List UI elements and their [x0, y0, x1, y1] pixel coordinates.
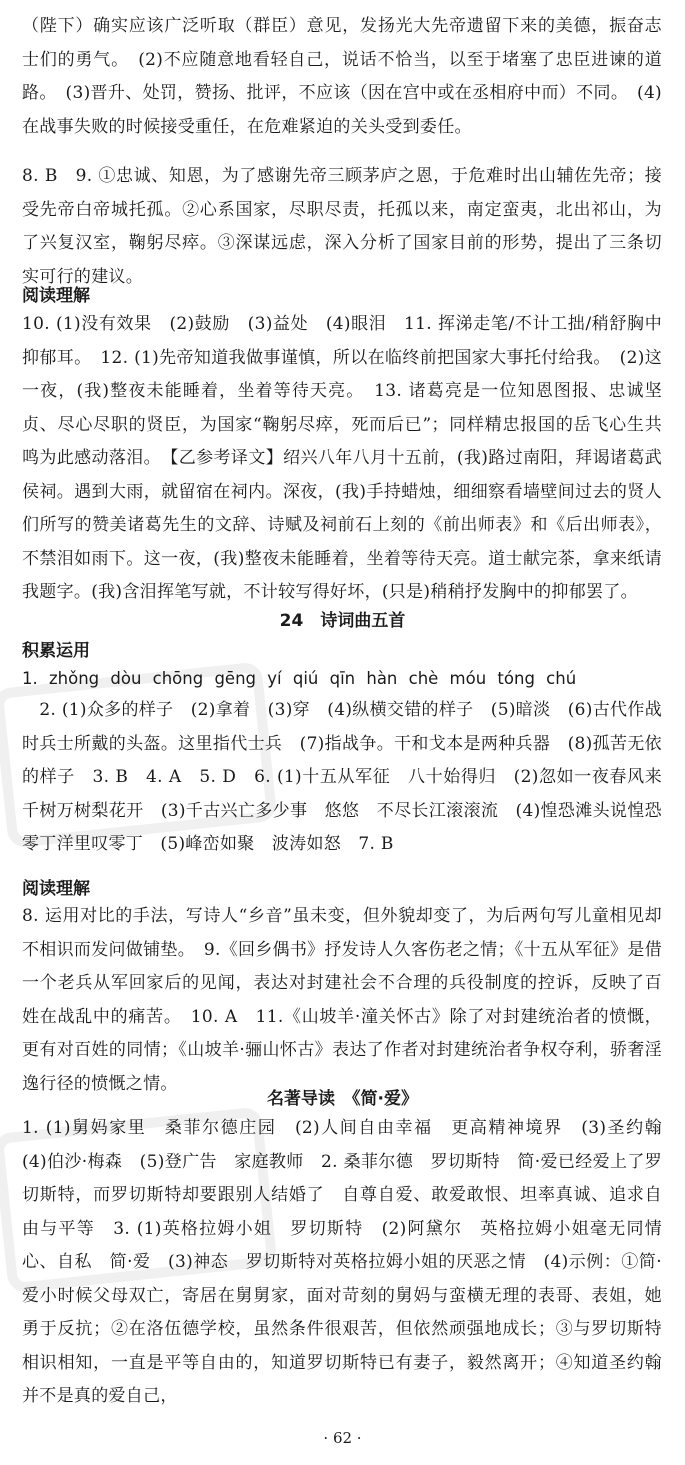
answer-paragraph: 8. B 9. ①忠诚、知恩，为了感谢先帝三顾茅庐之恩，于危难时出山辅佐先帝；接受先帝白帝城托孤。②心系国家，尽职尽责，托孤以来，南定蛮夷，北出祁山，为了兴复汉室，鞠躬尽瘁。③深谋远虑，深入分析了国家目前的形势，提出了三条切实可行的建议。: [22, 166, 662, 287]
page-number: · 62 ·: [323, 1429, 362, 1447]
section-heading: 阅读理解: [22, 879, 90, 899]
section-heading: 积累运用: [22, 641, 90, 661]
pinyin-answers: 1. zhǒng dòu chōng gēng yí qiú qīn hàn chè móu tóng chú: [22, 669, 577, 688]
answer-paragraph: （陛下）确实应该广泛听取（群臣）意见，发扬光大先帝遗留下来的美德，振奋志士们的勇气。 (2)不应随意地看轻自己，说话不恰当，以至于堵塞了忠臣进谏的道路。 (3)晋升、处罚，赞扬、批评，不应该（因在宫中或在丞相府中而）不同。 (4)在战事失败的时候接受重任，在危难紧迫的关头受到委任。: [22, 16, 662, 137]
answer-paragraph: 1. (1)舅妈家里 桑菲尔德庄园 (2)人间自由幸福 更高精神境界 (3)圣约翰 (4)伯沙·梅森 (5)登广告 家庭教师 2. 桑菲尔德 罗切斯特 简·爱已经爱上了罗切斯特，而罗切斯特却要跟别人结婚了 自尊自爱、敢爱敢恨、坦率真诚、追求自由与平等 3. (1)英格拉姆小姐 罗切斯特 (2)阿黛尔 英格拉姆小姐毫无同情心、自私 简·爱 (3)神态 罗切斯特对英格拉姆小姐的厌恶之情 (4)示例：①简·爱小时候父母双亡，寄居在舅舅家，面对苛刻的舅妈与蛮横无理的表哥、表姐，她勇于反抗；②在洛伍德学校，虽然条件很艰苦，但依然顽强地成长；③与罗切斯特相识相知，一直是平等自由的，知道罗切斯特已有妻子，毅然离开；④知道圣约翰并不是真的爱自己，: [22, 1118, 680, 1406]
answer-paragraph: 8. 运用对比的手法，写诗人“乡音”虽未变，但外貌却变了，为后两句写儿童相见却不相识而发问做铺垫。 9.《回乡偶书》抒发诗人久客伤老之情；《十五从军征》是借一个老兵从军回家后的见闻，表达对封建社会不合理的兵役制度的控诉，反映了百姓在战乱中的痛苦。 10. A 11.《山坡羊·潼关怀古》除了对封建统治者的愤慨，更有对百姓的同情；《山坡羊·骊山怀古》表达了作者对封建统治者争权夺利，骄奢淫逸行径的愤慨之情。: [22, 906, 662, 1094]
section-heading: 阅读理解: [22, 286, 90, 306]
answer-paragraph: 10. (1)没有效果 (2)鼓励 (3)益处 (4)眼泪 11. 挥涕走笔/不计工拙/稍舒胸中抑郁耳。 12. (1)先帝知道我做事谨慎，所以在临终前把国家大事托付给我。 (2)这一夜，(我)整夜未能睡着，坐着等待天亮。 13. 诸葛亮是一位知恩图报、忠诚坚贞、尽心尽职的贤臣，为国家“鞠躬尽瘁，死而后已”；同样精忠报国的岳飞心生共鸣为此感动落泪。 【乙参考译文】绍兴八年八月十五前，(我)路过南阳，拜谒诸葛武侯祠。遇到大雨，就留宿在祠内。深夜，(我)手持蜡烛，细细察看墙壁间过去的贤人们所写的赞美诸葛先生的文辞、诗赋及祠前石上刻的《前出师表》和《后出师表》，不禁泪如雨下。这一夜，(我)整夜未能睡着，坐着等待天亮。道士献完茶，拿来纸请我题字。(我)含泪挥笔写就，不计较写得好坏，(只是)稍稍抒发胸中的抑郁罢了。: [22, 314, 662, 602]
lesson-title: 24 诗词曲五首: [279, 611, 406, 631]
lesson-title: 名著导读 《简·爱》: [267, 1089, 418, 1109]
answer-paragraph: 2. (1)众多的样子 (2)拿着 (3)穿 (4)纵横交错的样子 (5)暗淡 (6)古代作战时兵士所戴的头盔。这里指代士兵 (7)指战争。干和戈本是两种兵器 (8)孤苦无依的样子 3. B 4. A 5. D 6. (1)十五从军征 八十始得归 (2)忽如一夜春风来 千树万树梨花开 (3)千古兴亡多少事 悠悠 不尽长江滚滚流 (4)惶恐滩头说惶恐 零丁洋里叹零丁 (5)峰峦如聚 波涛如怒 7. B: [22, 700, 680, 854]
